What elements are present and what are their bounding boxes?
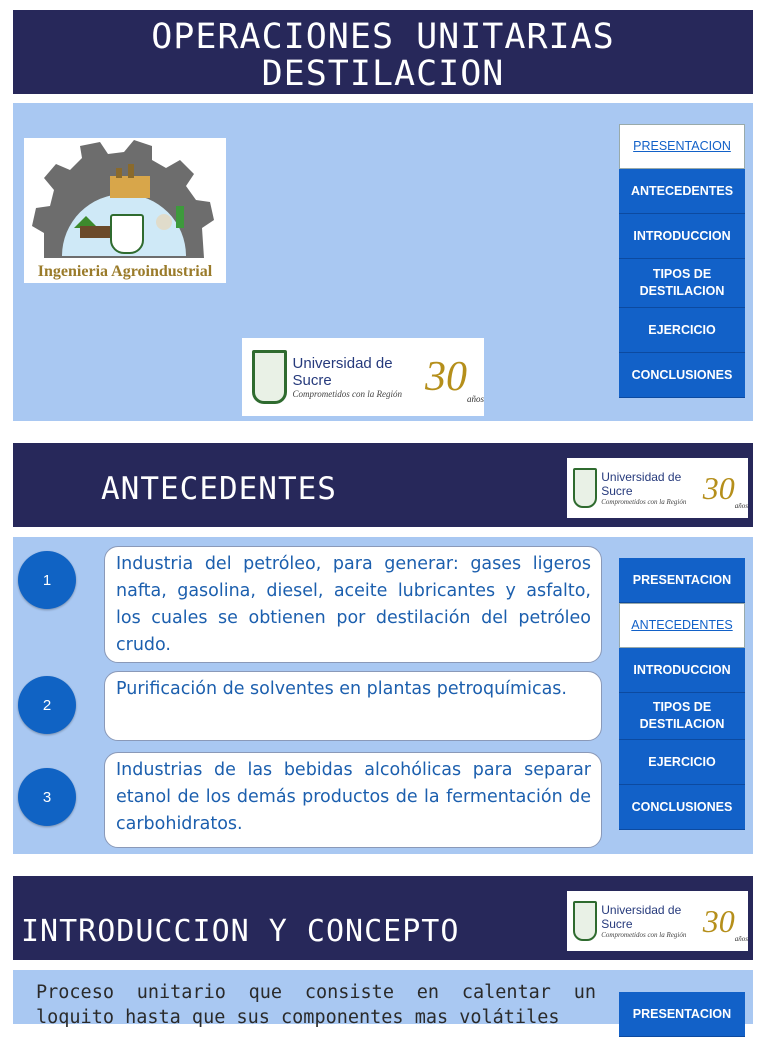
shield-icon xyxy=(252,350,287,404)
universidad-name: Universidad de Sucre xyxy=(292,355,393,389)
universidad-name: Universidad de Sucre xyxy=(601,470,682,498)
universidad-tagline: Comprometidos con la Región xyxy=(601,498,687,506)
anniversary-anios: años xyxy=(466,394,484,404)
universidad-logo-small xyxy=(567,458,748,518)
title-banner xyxy=(13,10,753,94)
anniversary-number: 30 xyxy=(424,354,467,400)
nav-menu-slide1 xyxy=(619,124,745,398)
nav-antecedentes[interactable]: ANTECEDENTES xyxy=(619,169,745,214)
agroindustrial-logo xyxy=(24,138,226,283)
antecedentes-banner xyxy=(13,443,753,527)
nav-ejercicio[interactable]: EJERCICIO xyxy=(619,740,745,785)
antecedentes-panel xyxy=(13,537,753,854)
antecedentes-title: ANTECEDENTES xyxy=(101,471,337,507)
presentation-panel xyxy=(13,103,753,421)
universidad-tagline: Comprometidos con la Región xyxy=(292,389,402,399)
anniversary-number: 30 xyxy=(702,902,735,939)
nav-tipos-destilacion[interactable]: TIPOS DE DESTILACION xyxy=(619,259,745,308)
nav-conclusiones[interactable]: CONCLUSIONES xyxy=(619,785,745,830)
shield-icon xyxy=(573,468,597,508)
item-number-2: 2 xyxy=(18,676,76,734)
nav-ejercicio[interactable]: EJERCICIO xyxy=(619,308,745,353)
item-number-1: 1 xyxy=(18,551,76,609)
nav-introduccion[interactable]: INTRODUCCION xyxy=(619,214,745,259)
anniversary-number: 30 xyxy=(702,469,735,506)
page-title-line1: OPERACIONES UNITARIAS xyxy=(151,17,615,57)
introduccion-panel xyxy=(13,970,753,1028)
anniversary-anios: años xyxy=(734,502,748,510)
introduccion-title: INTRODUCCION Y CONCEPTO xyxy=(21,914,460,949)
antecedente-item-2: Purificación de solventes en plantas petroquímicas. xyxy=(104,671,602,741)
page-title-line2: DESTILACION xyxy=(261,54,505,94)
nav-presentacion[interactable]: PRESENTACION xyxy=(619,992,745,1037)
nav-presentacion[interactable]: PRESENTACION xyxy=(619,558,745,603)
introduccion-banner xyxy=(13,876,753,960)
nav-conclusiones[interactable]: CONCLUSIONES xyxy=(619,353,745,398)
shield-icon xyxy=(573,901,597,941)
agroindustrial-logo-text: Ingenieria Agroindustrial xyxy=(37,263,213,280)
universidad-logo-small xyxy=(567,891,748,951)
universidad-name: Universidad de Sucre xyxy=(601,903,682,931)
introduccion-text: Proceso unitario que consiste en calentar un loquito hasta que sus componentes mas volátiles xyxy=(36,982,596,1028)
nav-menu-slide3 xyxy=(619,992,745,1037)
nav-presentacion[interactable]: PRESENTACION xyxy=(619,124,745,169)
nav-antecedentes[interactable]: ANTECEDENTES xyxy=(619,603,745,648)
universidad-logo xyxy=(242,338,484,416)
nav-tipos-destilacion[interactable]: TIPOS DE DESTILACION xyxy=(619,693,745,740)
universidad-tagline: Comprometidos con la Región xyxy=(601,931,687,939)
anniversary-anios: años xyxy=(734,935,748,943)
antecedente-item-3: Industrias de las bebidas alcohólicas para separar etanol de los demás productos de la fermentación de carbohidratos. xyxy=(104,752,602,848)
shield-icon xyxy=(110,214,144,254)
nav-menu-slide2 xyxy=(619,558,745,830)
item-number-3: 3 xyxy=(18,768,76,826)
antecedente-item-1: Industria del petróleo, para generar: gases ligeros nafta, gasolina, diesel, aceite lubricantes y asfalto, los cuales se obtienen por destilación del petróleo crudo. xyxy=(104,546,602,663)
nav-introduccion[interactable]: INTRODUCCION xyxy=(619,648,745,693)
